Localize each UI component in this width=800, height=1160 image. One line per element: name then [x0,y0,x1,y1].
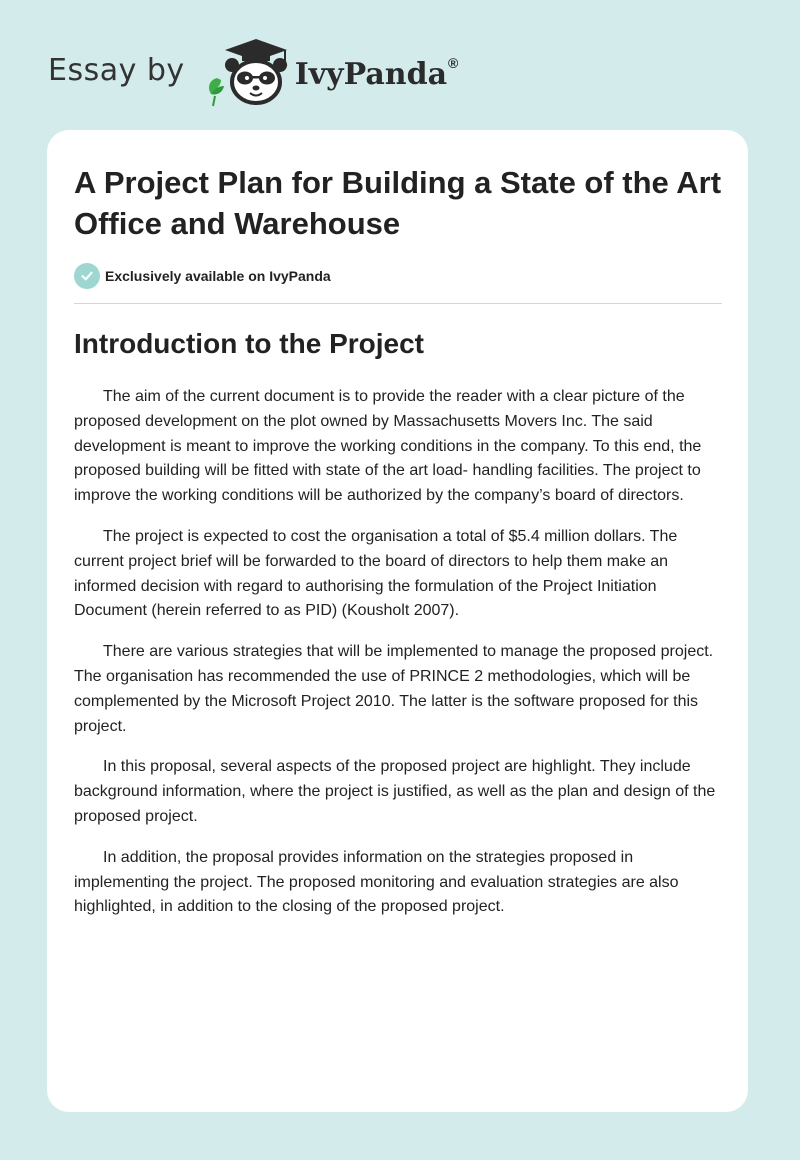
brand-name: IvyPanda® [294,54,459,92]
paragraph: There are various strategies that will be implemented to manage the proposed project. The organisation has recommended the use of PRINCE 2 methodologies, which will be complemented by the Microsoft Project 2010. The latter is the software proposed for this project. [74,643,714,735]
essay-body [74,385,724,936]
check-icon [74,263,100,289]
section-heading: Introduction to the Project [74,328,424,359]
exclusive-badge [74,263,331,289]
paragraph: The aim of the current document is to provide the reader with a clear picture of the proposed development on the plot owned by Massachusetts Movers Inc. The said development is meant to improve the working conditions in the company. To this end, the proposed building will be fitted with state of the art load- handling facilities. The project to improve the working conditions will be authorized by the company’s board of directors. [74,388,702,505]
site-header [48,36,458,108]
exclusive-label: Exclusively available on IvyPanda [105,268,331,284]
panda-graduate-logo[interactable] [199,36,295,108]
paragraph: In this proposal, several aspects of the proposed project are highlight. They include background information, where the project is justified, as well as the plan and design of the proposed project. [74,758,716,825]
paragraph: In addition, the proposal provides information on the strategies proposed in implementing the project. The proposed monitoring and evaluation strategies are also highlighted, in addition to the closing of the proposed project. [74,848,679,916]
registered-mark: ® [448,54,459,71]
brand-prefix: Essay by [48,52,185,88]
divider [74,303,722,304]
essay-card [47,130,748,1112]
essay-title: A Project Plan for Building a State of the Art Office and Warehouse [74,165,722,241]
paragraph: The project is expected to cost the organisation a total of $5.4 million dollars. The current project brief will be forwarded to the board of directors to help them make an informed decision with regard to authorising the formulation of the Project Initiation Document (herein referred to as PID) (Kousholt 2007). [74,527,678,620]
